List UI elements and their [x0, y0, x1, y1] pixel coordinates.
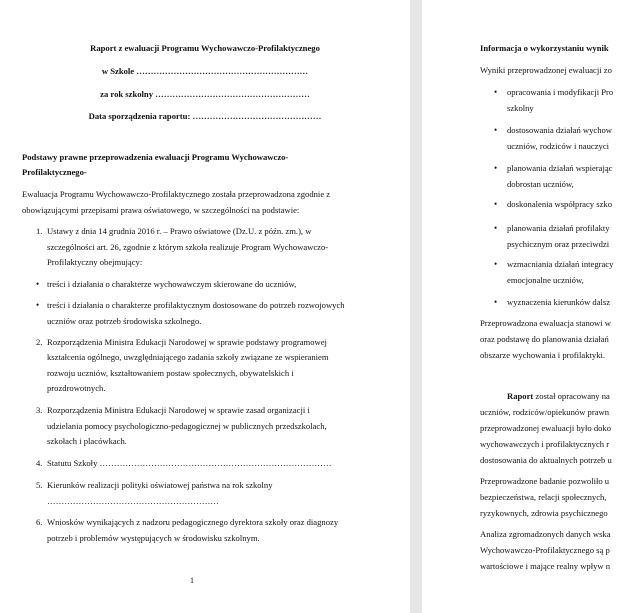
bullet-line: dobrostan uczniów, — [507, 179, 574, 189]
paragraph-line: przeprowadzonej ewaluacji było doko — [480, 423, 612, 433]
bullet-line: planowania działań profilakty — [507, 223, 610, 233]
paragraph-line: wartościowe i mające realny wpływ n — [480, 561, 611, 571]
bullet-line: wzmacniania działań integracy — [507, 259, 614, 269]
bullet-icon: • — [494, 259, 498, 269]
list-item-line: Profilaktyczny obejmujący: — [47, 257, 143, 267]
intro-line-1: Ewaluacja Programu Wychowawczo-Profilaktycznego została przeprowadzona zgodnie z — [22, 189, 331, 199]
paragraph-text: został opracowany na — [533, 391, 610, 401]
bullet-line: uczniów, rodziców i nauczyci — [507, 141, 610, 151]
bullet-icon: • — [494, 163, 498, 173]
list-number: 5. — [36, 480, 43, 490]
bullet-line: treści i działania o charakterze wychowawczym skierowane do uczniów, — [47, 279, 297, 289]
school-line: w Szkole …………………………………………………… — [101, 66, 309, 76]
list-item-line: Rozporządzenia Ministra Edukacji Narodowej w sprawie zasad organizacji i — [47, 405, 310, 415]
bullet-line: wyznaczenia kierunków dalsz — [507, 297, 611, 307]
section-title: Informacja o wykorzystaniu wynik — [480, 43, 609, 53]
list-item-line: szczególności art. 26, zgodnie z którym szkoła realizuje Program Wychowawczo- — [47, 242, 329, 252]
paragraph-line: Wychowawczo-Profilaktycznego są p — [480, 545, 610, 555]
list-item-line: udzielania pomocy psychologiczno-pedagogicznej w publicznych przedszkolach, — [47, 421, 327, 431]
list-number: 3. — [36, 405, 43, 415]
list-item-line: …………………………………………………… — [47, 496, 219, 506]
bullet-line: opracowania i modyfikacji Pro — [507, 87, 614, 97]
document-page-2 — [422, 0, 617, 613]
list-item-line: prozdrowotnych. — [47, 383, 106, 393]
paragraph-line: bezpieczeństwa, relacji społecznych, — [480, 492, 607, 502]
list-item-line: Ustawy z dnia 14 grudnia 2016 r. – Prawo oświatowe (Dz.U. z późn. zm.), w — [47, 226, 312, 236]
list-number: 6. — [36, 517, 43, 527]
paragraph-line: Przeprowadzona ewaluacja stanowi w — [480, 318, 612, 328]
list-item-line: potrzeb i problemów występujących w środowisku szkolnym. — [47, 533, 260, 543]
paragraph-bold-word: Raport — [507, 391, 534, 401]
paragraph-line: dostosowania do aktualnych potrzeb u — [480, 455, 612, 465]
paragraph-line: uczniów, rodziców/opiekunów prawn — [480, 407, 610, 417]
list-item-line: Kierunków realizacji polityki oświatowej państwa na rok szkolny — [47, 480, 273, 490]
list-item-line: kształcenia ogólnego, uwzględniającego zadania szkoły związane ze wspieraniem — [47, 352, 329, 362]
list-item-line: Rozporządzenia Ministra Edukacji Narodowej w sprawie podstawy programowej — [47, 337, 327, 347]
page-separator — [410, 0, 422, 613]
bullet-line: emocjonalne uczniów, — [507, 275, 584, 285]
bullet-icon: • — [36, 279, 40, 289]
report-date-line: Data sporządzenia raportu: ……………………………………… — [88, 111, 322, 121]
bullet-line: planowania działań wspierając — [507, 163, 613, 173]
bullet-line: uczniów oraz potrzeb środowiska szkolnego. — [47, 316, 202, 326]
bullet-line: dostosowania działań wychow — [507, 125, 613, 135]
intro-line-2: obowiązującymi przepisami prawa oświatowego, w szczególności na podstawie: — [22, 205, 300, 215]
school-year-line: za rok szkolny ……………………………………………… — [100, 89, 310, 99]
list-number: 4. — [36, 458, 43, 468]
paragraph-line-start — [507, 390, 610, 402]
section-title: Podstawy prawne przeprowadzenia ewaluacji Programu Wychowawczo- — [22, 152, 289, 162]
paragraph-line: Przeprowadzone badanie pozwoliło u — [480, 476, 610, 486]
list-number: 2. — [36, 337, 43, 347]
bullet-icon: • — [494, 223, 498, 233]
paragraph-line: Analiza zgromadzonych danych wska — [480, 529, 611, 539]
bullet-line: szkolny — [507, 103, 534, 113]
section-title-cont: Profilaktycznego- — [22, 167, 87, 177]
paragraph-line: wychowawczych i profilaktycznych r — [480, 439, 610, 449]
intro-line: Wyniki przeprowadzonej ewaluacji zo — [480, 65, 612, 75]
list-item-line: rozwoju uczniów, kształtowaniem postaw społecznych, obywatelskich i — [47, 368, 294, 378]
paragraph-line: oraz podstawę do planowania działań — [480, 334, 609, 344]
paragraph-line: obszarze wychowania i profilaktyki. — [480, 350, 606, 360]
paragraph-line: ryzykownych, zdrowia psychicznego — [480, 508, 608, 518]
bullet-line: treści i działania o charakterze profilaktycznym dostosowane do potrzeb rozwojowych — [47, 300, 345, 310]
bullet-line: psychicznym oraz przeciwdzi — [507, 239, 610, 249]
page-number: 1 — [190, 576, 194, 585]
list-item-line: Statutu Szkoły ……………………………………………………………………… — [47, 458, 332, 468]
bullet-icon: • — [494, 87, 498, 97]
list-item-line: Wniosków wynikających z nadzoru pedagogicznego dyrektora szkoły oraz diagnozy — [47, 517, 339, 527]
bullet-icon: • — [36, 300, 40, 310]
bullet-icon: • — [494, 297, 498, 307]
bullet-icon: • — [494, 125, 498, 135]
list-item-line: szkołach i placówkach. — [47, 436, 127, 446]
bullet-icon: • — [494, 199, 498, 209]
bullet-line: doskonalenia współpracy szko — [507, 199, 613, 209]
report-title: Raport z ewaluacji Programu Wychowawczo-Profilaktycznego — [90, 43, 320, 53]
list-number: 1. — [36, 226, 43, 236]
